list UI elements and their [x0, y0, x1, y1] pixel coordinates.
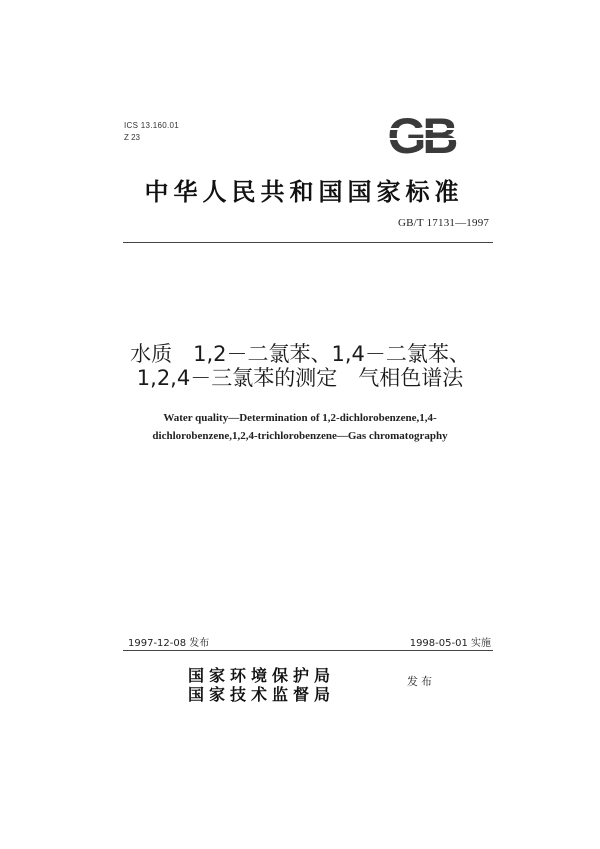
- english-title-line-1: Water quality—Determination of 1,2-dichlorobenzene,1,4-: [163, 412, 437, 424]
- standard-title: 中华人民共和国国家标准: [144, 178, 464, 206]
- clc-code: Z 23: [124, 133, 141, 142]
- top-divider: [123, 242, 493, 243]
- gb-logo-text: GB: [387, 112, 455, 156]
- standard-number: GB/T 17131—1997: [398, 217, 490, 229]
- implementation-date: 1998-05-01 实施: [409, 638, 491, 649]
- bottom-divider: [123, 650, 493, 651]
- issuer-line-2: 国家技术监督局: [188, 685, 336, 704]
- gb-logo: [378, 112, 464, 156]
- issuer-line-1: 国家环境保护局: [188, 666, 336, 685]
- ics-code: ICS 13.160.01: [124, 121, 180, 130]
- publish-label: 发布: [407, 675, 435, 688]
- chinese-title-line-1: 水质 1,2－二氯苯、1,4－二氯苯、: [130, 342, 470, 366]
- english-title-line-2: dichlorobenzene,1,2,4-trichlorobenzene—Gas chromatography: [152, 430, 448, 442]
- chinese-title-line-2: 1,2,4－三氯苯的测定 气相色谱法: [136, 366, 464, 390]
- issue-date: 1997-12-08 发布: [128, 638, 210, 649]
